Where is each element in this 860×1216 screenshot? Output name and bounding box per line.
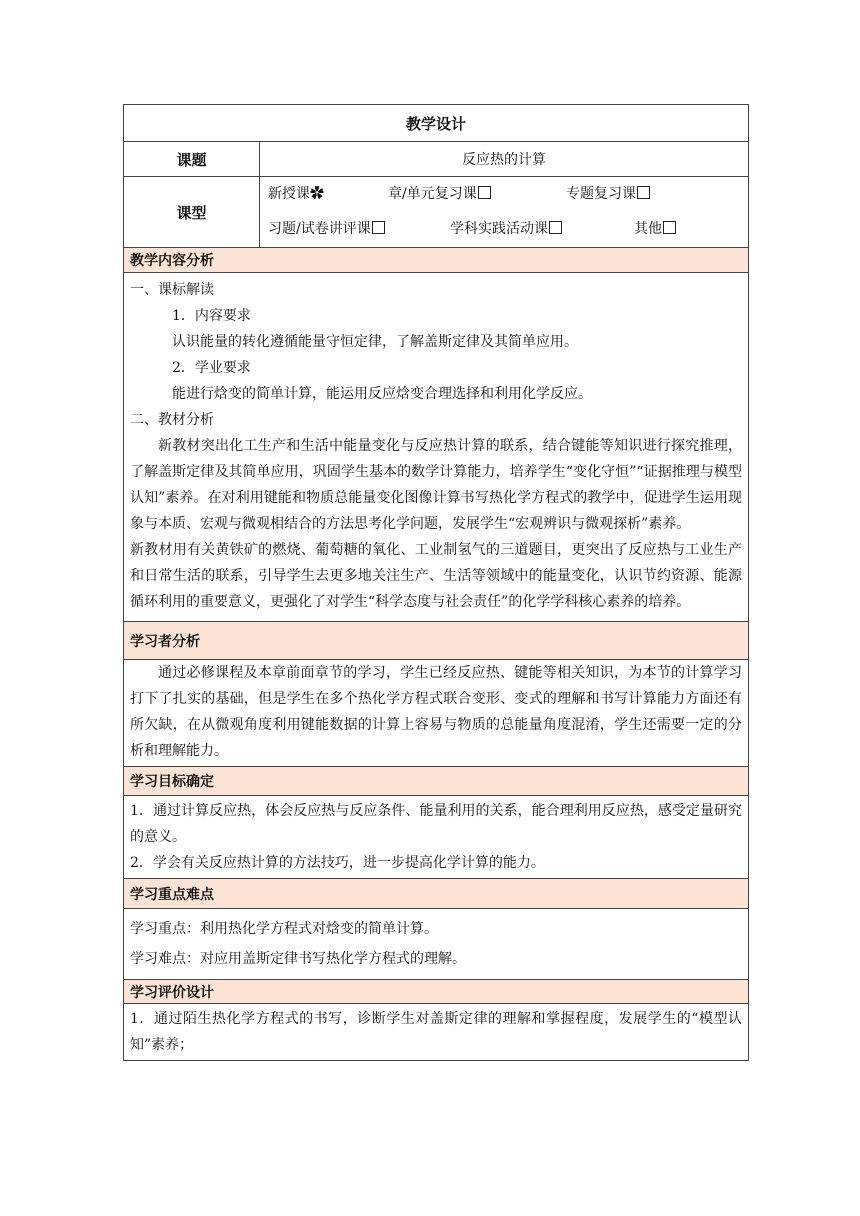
goals-heading-row bbox=[124, 767, 749, 796]
option-chapter-review[interactable]: 章/单元复习课 bbox=[388, 177, 566, 212]
checkbox-icon[interactable] bbox=[663, 221, 676, 234]
lesson-design-document bbox=[123, 104, 748, 1061]
key-points-body-row bbox=[124, 909, 749, 980]
evaluation-body-row bbox=[124, 1004, 749, 1061]
checkbox-icon[interactable] bbox=[372, 221, 385, 234]
option-topic-review[interactable]: 专题复习课 bbox=[566, 177, 650, 212]
goals-body bbox=[124, 796, 749, 879]
section-textbook-analysis: 二、教材分析 bbox=[130, 412, 214, 428]
evaluation-body bbox=[124, 1004, 749, 1061]
learner-heading-row bbox=[124, 622, 749, 660]
content-requirement-heading: 1．内容要求 bbox=[172, 308, 251, 324]
section-standard-reading: 一、课标解读 bbox=[130, 282, 214, 298]
evaluation-heading: 学习评价设计 bbox=[124, 980, 749, 1004]
content-analysis-body bbox=[124, 273, 749, 622]
document-title: 教学设计 bbox=[124, 105, 749, 142]
evaluation-item-1: 1．通过陌生热化学方程式的书写，诊断学生对盖斯定律的理解和掌握程度，发展学生的“模型认知”素养； bbox=[130, 1011, 743, 1053]
checkbox-icon[interactable] bbox=[478, 186, 491, 199]
academic-requirement-heading: 2．学业要求 bbox=[172, 360, 251, 376]
key-difficulty: 学习难点：对应用盖斯定律书写热化学方程式的理解。 bbox=[130, 951, 466, 967]
key-focus: 学习重点：利用热化学方程式对焓变的简单计算。 bbox=[130, 921, 438, 937]
learner-body-row bbox=[124, 660, 749, 767]
key-points-body bbox=[124, 909, 749, 980]
content-analysis-heading: 教学内容分析 bbox=[124, 248, 749, 273]
goal-item-1: 1．通过计算反应热，体会反应热与反应条件、能量利用的关系，能合理利用反应热，感受定量研究的意义。 bbox=[130, 803, 743, 845]
checkbox-icon[interactable] bbox=[637, 186, 650, 199]
evaluation-heading-row bbox=[124, 980, 749, 1004]
flower-mark-icon: ✿ bbox=[310, 186, 324, 202]
option-new-lesson[interactable]: 新授课✿ bbox=[268, 186, 324, 202]
course-type-line-1 bbox=[268, 177, 742, 212]
content-analysis-body-row bbox=[124, 273, 749, 622]
checkbox-icon[interactable] bbox=[549, 221, 562, 234]
goals-body-row bbox=[124, 796, 749, 879]
course-label: 课题 bbox=[124, 142, 260, 177]
course-value: 反应热的计算 bbox=[260, 142, 749, 177]
goal-item-2: 2．学会有关反应热计算的方法技巧，进一步提高化学计算的能力。 bbox=[130, 855, 545, 871]
learner-heading: 学习者分析 bbox=[124, 622, 749, 660]
key-points-heading-row bbox=[124, 879, 749, 909]
goals-heading: 学习目标确定 bbox=[124, 767, 749, 796]
option-exercise-review[interactable]: 习题/试卷讲评课 bbox=[268, 212, 450, 247]
course-type-row bbox=[124, 177, 749, 248]
course-type-line-2 bbox=[268, 212, 742, 247]
course-type-label: 课型 bbox=[124, 177, 260, 248]
textbook-paragraph-2: 新教材用有关黄铁矿的燃烧、葡萄糖的氧化、工业制氢气的三道题目，更突出了反应热与工业生产和日常生活的联系，引导学生去更多地关注生产、生活等领域中的能量变化，认识节约资源、能源循环利用的重要意义，更强化了对学生“科学态度与社会责任”的化学学科核心素养的培养。 bbox=[130, 542, 743, 610]
lesson-design-table bbox=[123, 104, 749, 1061]
content-analysis-heading-row bbox=[124, 248, 749, 273]
learner-text: 通过必修课程及本章前面章节的学习，学生已经反应热、键能等相关知识，为本节的计算学习打下了扎实的基础，但是学生在多个热化学方程式联合变形、变式的理解和书写计算能力方面还有所欠缺，在从微观角度利用键能数据的计算上容易与物质的总能量角度混淆，学生还需要一定的分析和理解能力。 bbox=[130, 665, 743, 759]
content-requirement-text: 认识能量的转化遵循能量守恒定律，了解盖斯定律及其简单应用。 bbox=[172, 334, 578, 350]
option-practice-activity[interactable]: 学科实践活动课 bbox=[450, 212, 634, 247]
course-type-options bbox=[260, 177, 749, 248]
academic-requirement-text: 能进行焓变的简单计算，能运用反应焓变合理选择和利用化学反应。 bbox=[172, 386, 592, 402]
textbook-paragraph-1: 新教材突出化工生产和生活中能量变化与反应热计算的联系，结合键能等知识进行探究推理，了解盖斯定律及其简单应用，巩固学生基本的数学计算能力，培养学生“变化守恒”“证据推理与模型认知”素养。在对利用键能和物质总能量变化图像计算书写热化学方程式的教学中，促进学生运用现象与本质、宏观与微观相结合的方法思考化学问题，发展学生“宏观辨识与微观探析”素养。 bbox=[130, 438, 743, 532]
learner-body bbox=[124, 660, 749, 767]
option-other[interactable]: 其他 bbox=[634, 212, 676, 247]
title-row bbox=[124, 105, 749, 142]
key-points-heading: 学习重点难点 bbox=[124, 879, 749, 909]
course-row bbox=[124, 142, 749, 177]
